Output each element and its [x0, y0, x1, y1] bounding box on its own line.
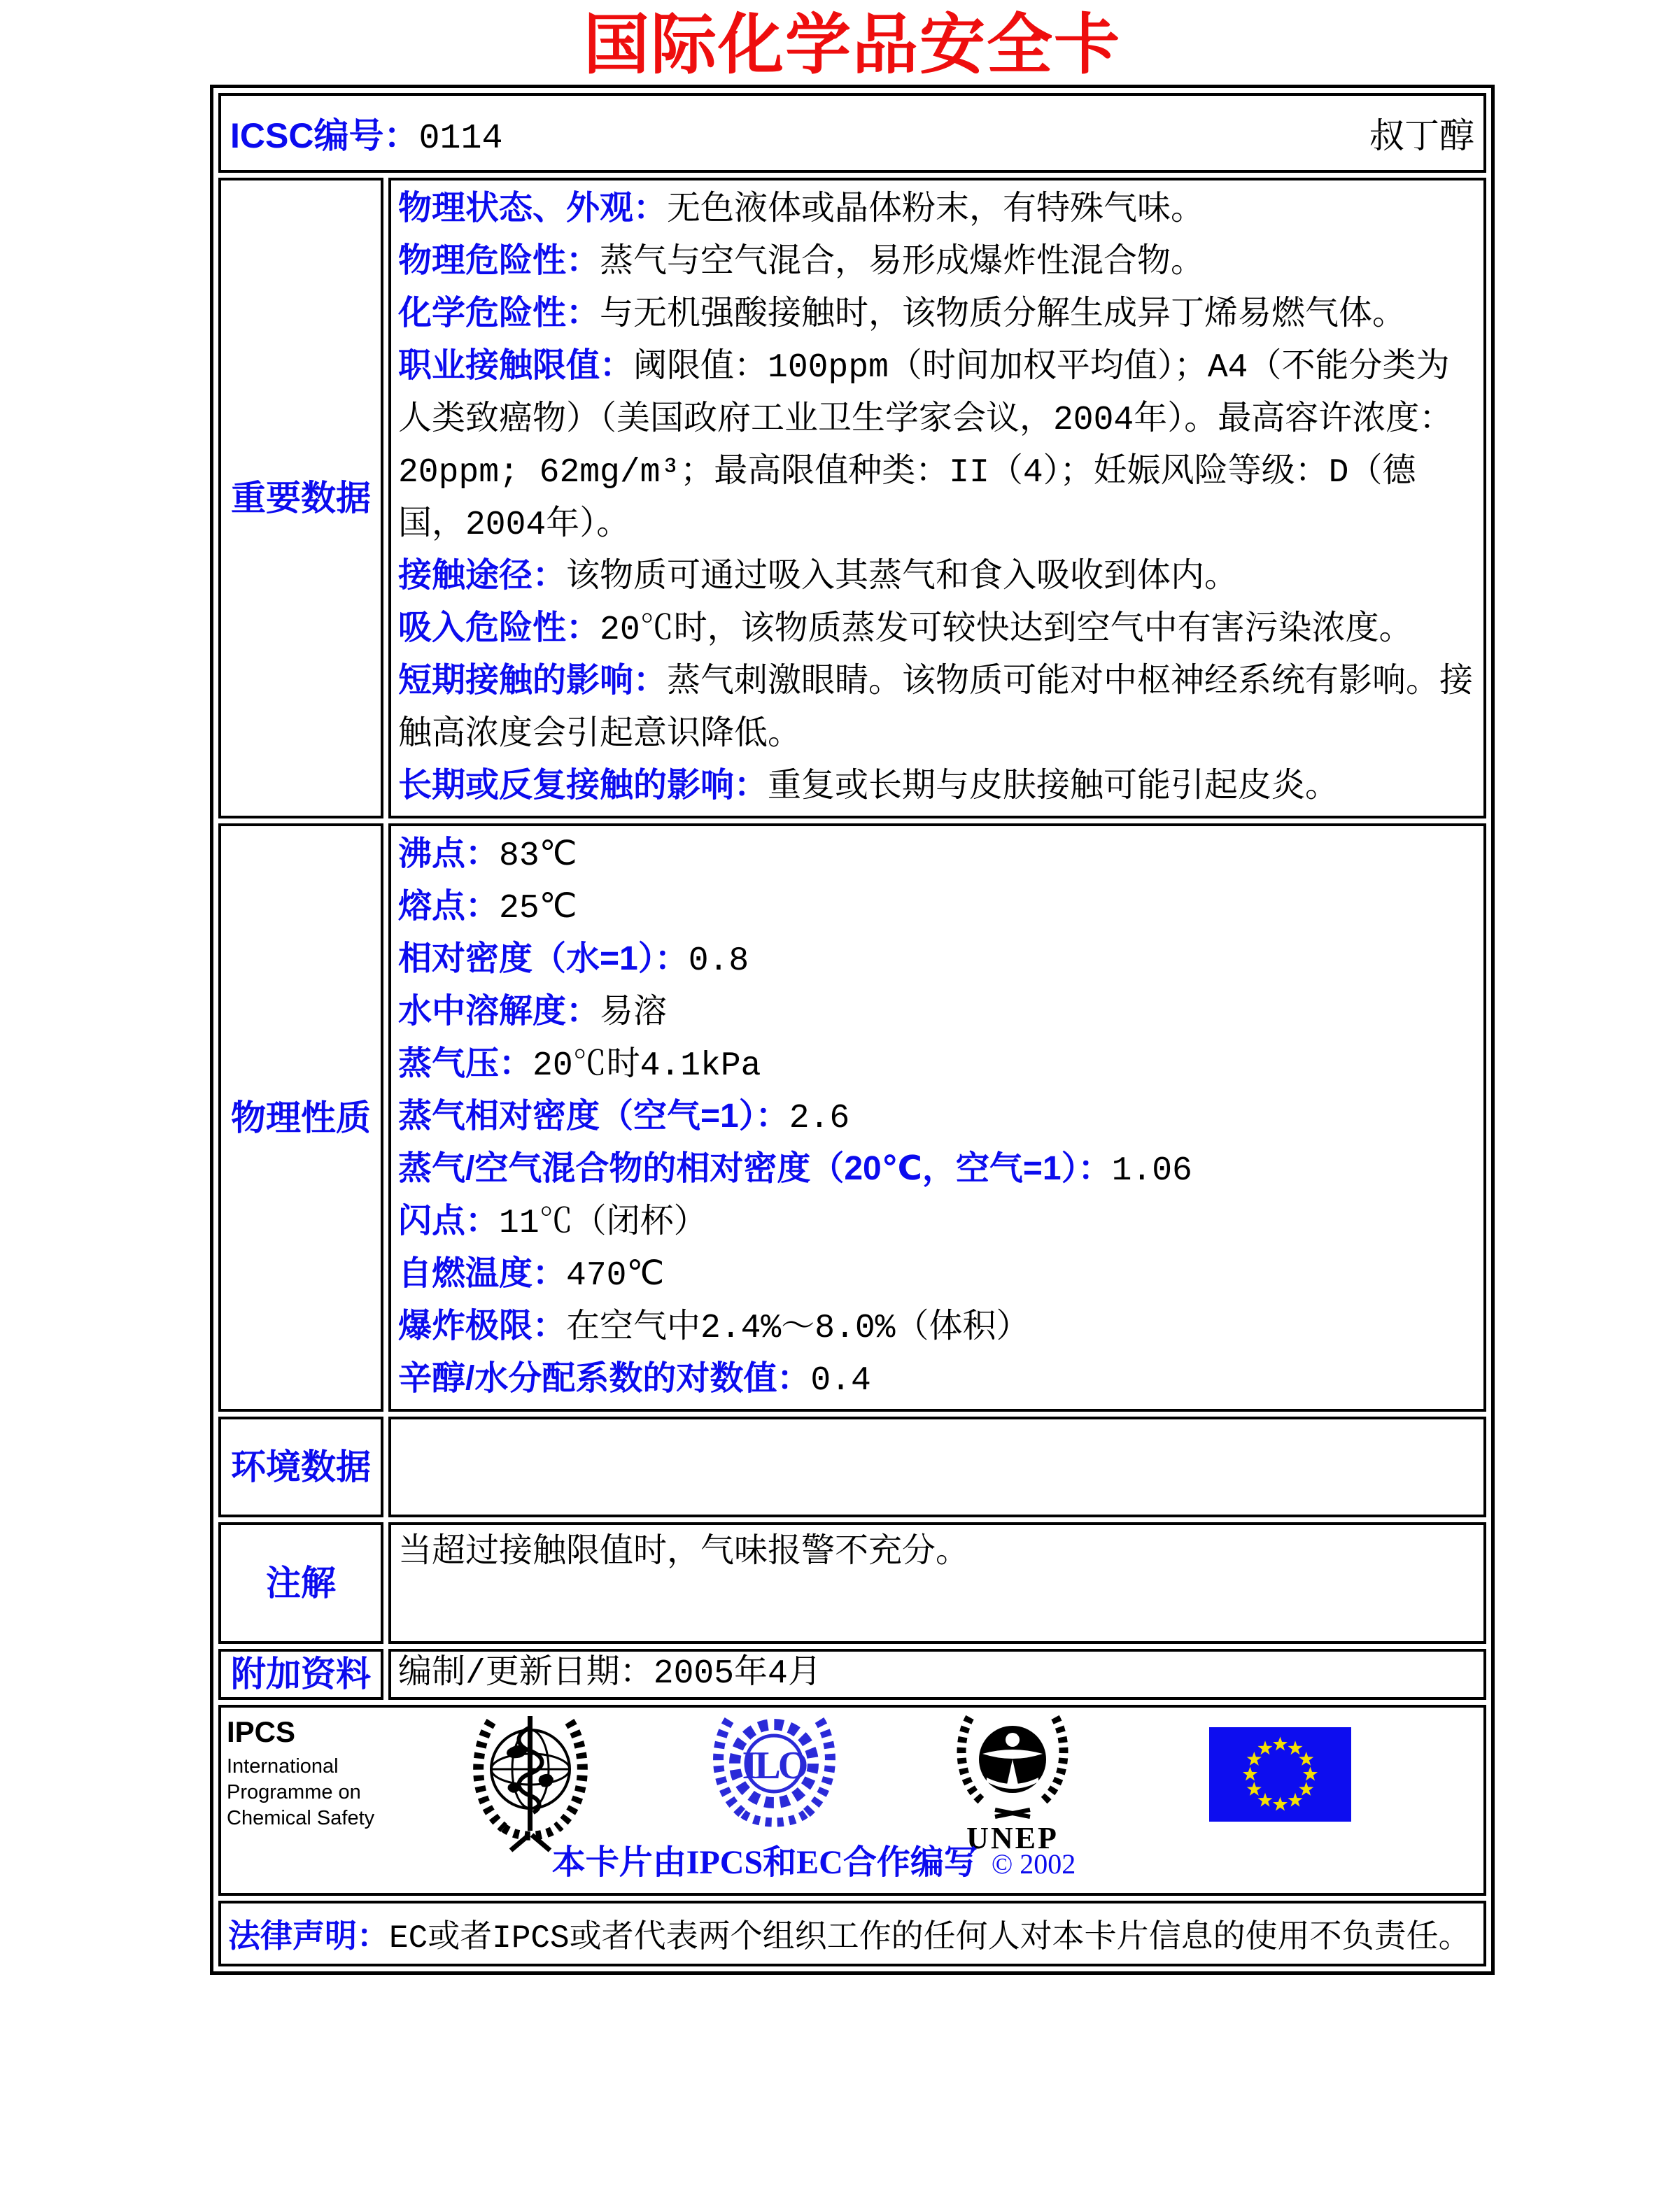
item-text: 蒸气刺激眼睛。该物质可能对中枢神经系统有影响。接触高浓度会引起意识降低。 [398, 664, 1474, 755]
physical-property-item [398, 1249, 1476, 1301]
card-caption [221, 1835, 1406, 1883]
notes-text: 当超过接触限值时，气味报警不充分。 [398, 1534, 970, 1573]
notes-content [388, 1522, 1486, 1644]
row-label-environmental-data: 环境数据 [218, 1417, 383, 1517]
item-text: 重复或长期与皮肤接触可能引起皮炎。 [768, 769, 1339, 807]
physical-property-item [398, 1301, 1476, 1354]
unep-logo-block [953, 1710, 1072, 1856]
item-label: 接触途径： [398, 557, 567, 595]
important-data-item [398, 236, 1476, 288]
physical-property-item [398, 1091, 1476, 1144]
item-label: 短期接触的影响： [398, 662, 668, 700]
property-value: 0.8 [688, 942, 749, 981]
important-data-item [398, 760, 1476, 813]
icsc-number-label: ICSC编号： [230, 115, 419, 155]
item-label: 物理状态、外观： [398, 190, 668, 227]
environmental-data-content [388, 1417, 1486, 1517]
physical-property-item [398, 1039, 1476, 1091]
property-label: 蒸气压： [398, 1045, 533, 1083]
icsc-table [210, 85, 1495, 1975]
item-label: 物理危险性： [398, 242, 600, 280]
row-label-additional-info: 附加资料 [218, 1649, 383, 1700]
property-value: 20℃时4.1kPa [533, 1047, 761, 1086]
important-data-item [398, 655, 1476, 760]
physical-properties-content [388, 823, 1486, 1412]
item-text: 20℃时，该物质蒸发可较快达到空气中有害污染浓度。 [600, 611, 1413, 650]
physical-property-item [398, 829, 1476, 881]
legal-text: EC或者IPCS或者代表两个组织工作的任何人对本卡片信息的使用不负责任。 [389, 1920, 1471, 1957]
property-label: 沸点： [398, 835, 500, 873]
physical-property-item [398, 934, 1476, 986]
important-data-content [388, 178, 1486, 818]
property-label: 蒸气相对密度（空气=1）： [398, 1098, 789, 1135]
caption-copyright: © 2002 [991, 1848, 1076, 1880]
ilo-logo-icon [710, 1712, 839, 1834]
row-label-notes: 注解 [218, 1522, 383, 1644]
property-value: 470℃ [566, 1257, 665, 1296]
legal-label: 法律声明： [228, 1917, 389, 1954]
row-label-important-data: 重要数据 [218, 178, 383, 818]
property-value: 易溶 [600, 995, 668, 1033]
property-value: 11℃（闭杯） [499, 1205, 707, 1243]
property-value: 1.06 [1111, 1152, 1192, 1191]
item-text: 蒸气与空气混合，易形成爆炸性混合物。 [600, 244, 1205, 283]
property-value: 在空气中2.4%～8.0%（体积） [566, 1310, 1030, 1348]
physical-property-item [398, 1354, 1476, 1406]
chemical-name: 叔丁醇 [1369, 116, 1474, 156]
physical-property-item [398, 881, 1476, 934]
header-row [218, 93, 1486, 173]
important-data-item [398, 551, 1476, 603]
important-data-item [398, 603, 1476, 655]
additional-info-content [388, 1649, 1486, 1700]
ipcs-acronym: IPCS [227, 1715, 296, 1748]
ipcs-subtitle-line: International [227, 1755, 339, 1778]
caption-text: 本卡片由IPCS和EC合作编写 [551, 1843, 978, 1881]
property-label: 爆炸极限： [398, 1307, 567, 1345]
icsc-number-group [230, 108, 503, 159]
important-data-item [398, 341, 1476, 551]
ilo-monogram: ILO [742, 1743, 806, 1787]
property-value: 25℃ [499, 890, 577, 928]
property-value: 83℃ [499, 837, 577, 876]
property-label: 蒸气/空气混合物的相对密度（20℃，空气=1）： [398, 1150, 1112, 1188]
item-text: 该物质可通过吸入其蒸气和食入吸收到体内。 [566, 559, 1239, 597]
ipcs-text-block [227, 1716, 374, 1831]
icsc-number-value: 0114 [418, 118, 503, 159]
item-label: 长期或反复接触的影响： [398, 767, 768, 804]
property-label: 水中溶解度： [398, 993, 600, 1030]
ipcs-subtitle-line: Chemical Safety [227, 1807, 375, 1830]
eu-flag-icon [1209, 1727, 1351, 1822]
important-data-item [398, 183, 1476, 236]
ipcs-subtitle [227, 1754, 374, 1831]
property-value: 2.6 [789, 1100, 850, 1138]
physical-property-item [398, 1144, 1476, 1196]
item-text: 阈限值：100ppm（时间加权平均值）；A4（不能分类为人类致癌物）（美国政府工业卫生学家会议，2004年）。最高容许浓度：20ppm; 62mg/m³；最高限值种类：II（4）；妊娠风险等级：D（德国，2004年）。 [398, 349, 1453, 545]
physical-property-item [398, 986, 1476, 1039]
logos-row [218, 1705, 1486, 1896]
property-label: 自燃温度： [398, 1255, 567, 1293]
item-label: 化学危险性： [398, 295, 600, 332]
unep-label: UNEP [966, 1820, 1059, 1855]
property-value: 0.4 [810, 1362, 871, 1401]
property-label: 闪点： [398, 1203, 500, 1240]
unep-logo-icon [953, 1710, 1072, 1821]
additional-info-text: 编制/更新日期：2005年4月 [398, 1655, 822, 1694]
row-label-physical-properties: 物理性质 [218, 823, 383, 1412]
item-text: 与无机强酸接触时，该物质分解生成异丁烯易燃气体。 [600, 297, 1406, 335]
important-data-item [398, 288, 1476, 341]
who-logo-icon [467, 1710, 593, 1854]
legal-row [218, 1901, 1486, 1966]
item-text: 无色液体或晶体粉末，有特殊气味。 [667, 192, 1205, 230]
physical-property-item [398, 1196, 1476, 1249]
property-label: 辛醇/水分配系数的对数值： [398, 1360, 811, 1398]
item-label: 职业接触限值： [398, 347, 634, 385]
item-label: 吸入危险性： [398, 609, 600, 647]
ipcs-subtitle-line: Programme on [227, 1781, 361, 1804]
property-label: 熔点： [398, 888, 500, 926]
property-label: 相对密度（水=1）： [398, 940, 689, 978]
page-title: 国际化学品安全卡 [583, 9, 1121, 82]
